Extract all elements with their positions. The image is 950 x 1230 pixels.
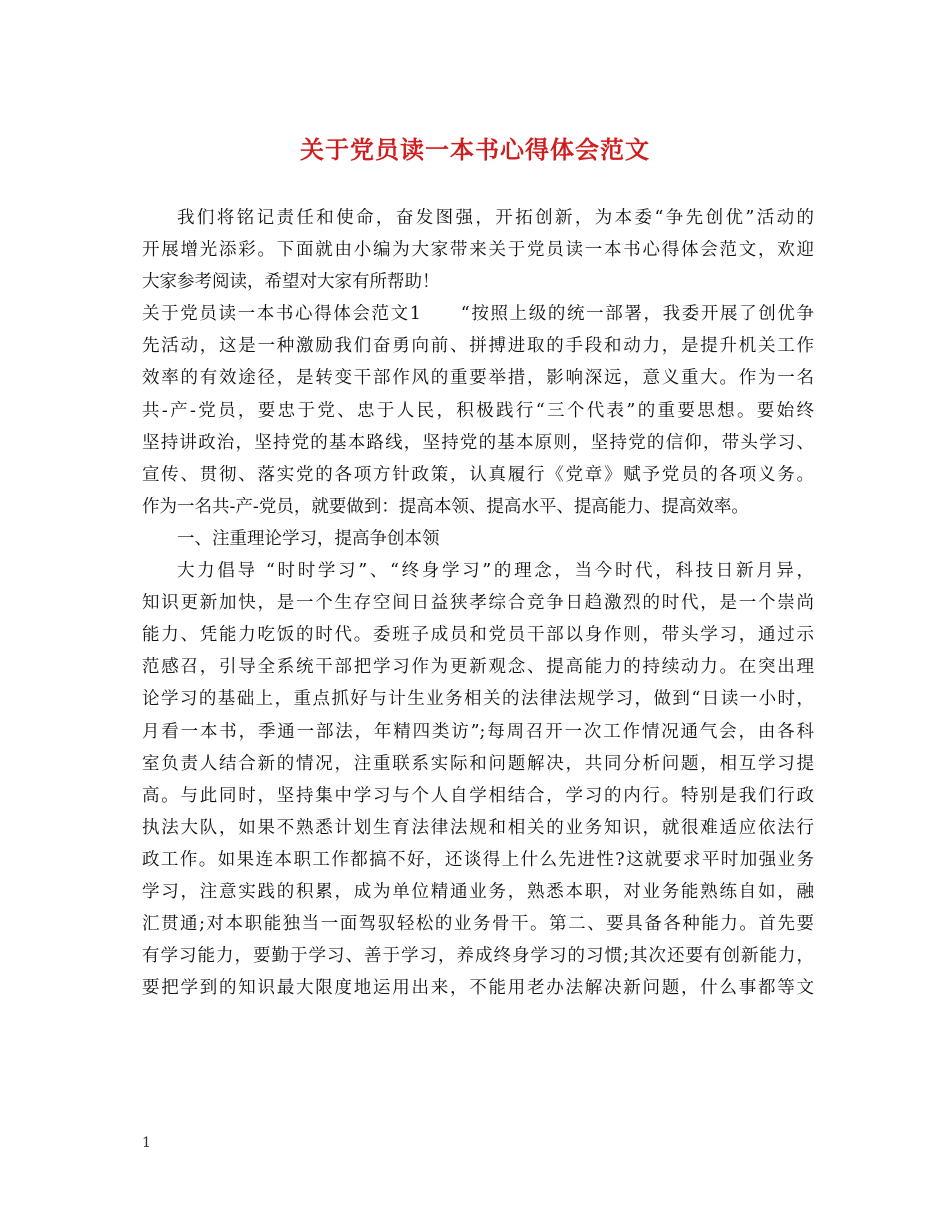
text-line: 论学习的基础上，重点抓好与计生业务相关的法律法规学习，做到“日读一小时， xyxy=(142,689,814,710)
text-line: 政工作。如果连本职工作都搞不好，还谈得上什么先进性?这就要求平时加强业务 xyxy=(142,849,814,870)
text-line: 一、注重理论学习，提高争创本领 xyxy=(177,528,440,549)
text-line: 我们将铭记责任和使命，奋发图强，开拓创新，为本委“争先创优”活动的 xyxy=(177,208,814,228)
text-line: 共-产-党员，要忠于党、忠于人民，积极践行“三个代表”的重要思想。要始终 xyxy=(142,400,814,421)
document-title: 关于党员读一本书心得体会范文 xyxy=(300,136,650,164)
text-line: 开展增光添彩。下面就由小编为大家带来关于党员读一本书心得体会范文，欢迎 xyxy=(142,240,814,261)
document-body xyxy=(142,202,814,1004)
text-line: 有学习能力，要勤于学习、善于学习，养成终身学习的习惯;其次还要有创新能力， xyxy=(142,946,814,967)
text-line: 室负责人结合新的情况，注重联系实际和问题解决，共同分析问题，相互学习提 xyxy=(142,753,814,774)
text-line: 要把学到的知识最大限度地运用出来，不能用老办法解决新问题，什么事都等文 xyxy=(142,978,814,999)
text-line: 大家参考阅读，希望对大家有所帮助！ xyxy=(142,272,440,293)
text-line: 范感召，引导全系统干部把学习作为更新观念、提高能力的持续动力。在突出理 xyxy=(142,657,814,678)
text-line: 作为一名共-产-党员，就要做到：提高本领、提高水平、提高能力、提高效率。 xyxy=(142,496,749,517)
text-line: 效率的有效途径，是转变干部作风的重要举措，影响深远，意义重大。作为一名 xyxy=(142,368,814,389)
text-line: 坚持讲政治，坚持党的基本路线，坚持党的基本原则，坚持党的信仰，带头学习、 xyxy=(142,432,814,453)
text-line: 关于党员读一本书心得体会范文1 “按照上级的统一部署，我委开展了创优争 xyxy=(142,304,814,325)
text-line: 能力、凭能力吃饭的时代。委班子成员和党员干部以身作则，带头学习，通过示 xyxy=(142,625,814,646)
text-line: 月看一本书，季通一部法，年精四类访”;每周召开一次工作情况通气会，由各科 xyxy=(142,721,814,742)
text-line: 知识更新加快，是一个生存空间日益狭孝综合竞争日趋激烈的时代，是一个崇尚 xyxy=(142,593,814,614)
text-line: 高。与此同时，坚持集中学习与个人自学相结合，学习的内行。特别是我们行政 xyxy=(142,785,814,806)
text-line: 先活动，这是一种激励我们奋勇向前、拼搏进取的手段和动力，是提升机关工作 xyxy=(142,336,814,357)
text-line: 汇贯通;对本职能独当一面驾驭轻松的业务骨干。第二、要具备各种能力。首先要 xyxy=(142,914,814,935)
text-line: 大力倡导 “时时学习”、“终身学习”的理念，当今时代，科技日新月异， xyxy=(177,561,814,582)
text-line: 宣传、贯彻、落实党的各项方针政策，认真履行《党章》赋予党员的各项义务。 xyxy=(142,464,814,485)
text-line: 执法大队，如果不熟悉计划生育法律法规和相关的业务知识，就很难适应依法行 xyxy=(142,817,814,838)
page-number: 1 xyxy=(142,1135,151,1151)
text-line: 学习，注意实践的积累，成为单位精通业务，熟悉本职，对业务能熟练自如，融 xyxy=(142,881,814,902)
